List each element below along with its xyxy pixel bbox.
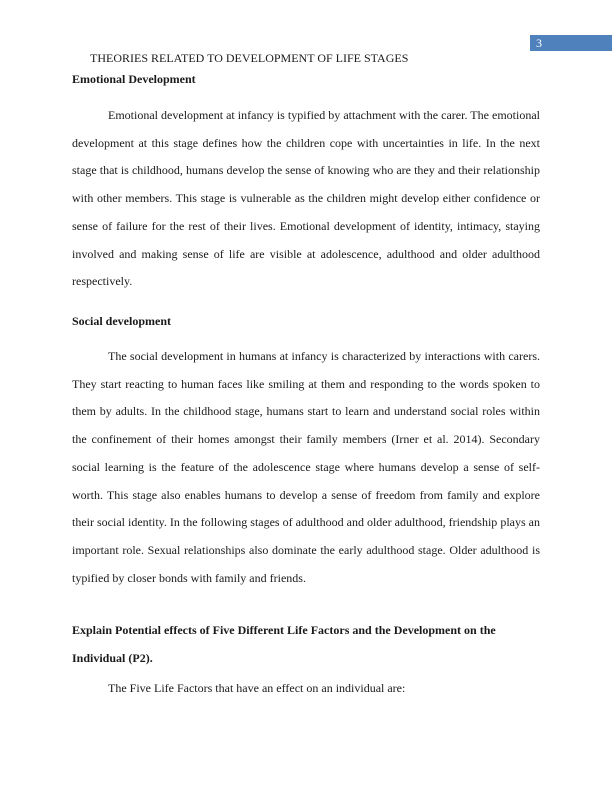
running-head: THEORIES RELATED TO DEVELOPMENT OF LIFE STAGES bbox=[90, 51, 409, 65]
social-development-paragraph: The social development in humans at infancy is characterized by interactions with carers. They start reacting to human faces like smiling at them and responding to the words spoken to them by adults. In the childhood stage, humans start to learn and understand social roles within the confinement of their homes amongst their family members (Irner et al. 2014). Secondary social learning is the feature of the adolescence stage where humans develop a sense of self-worth. This stage also enables humans to develop a sense of freedom from family and explore their social identity. In the following stages of adulthood and older adulthood, friendship plays an important role. Sexual relationships also dominate the early adulthood stage. Older adulthood is typified by closer bonds with family and friends. bbox=[72, 349, 540, 585]
emotional-development-heading: Emotional Development bbox=[72, 72, 196, 86]
social-development-heading: Social development bbox=[72, 314, 171, 328]
life-factors-intro: The Five Life Factors that have an effect on an individual are: bbox=[108, 681, 406, 695]
life-factors-heading: Explain Potential effects of Five Different Life Factors and the Development on the Individual (P2). bbox=[72, 623, 496, 665]
page-number: 3 bbox=[536, 36, 542, 50]
emotional-development-paragraph: Emotional development at infancy is typified by attachment with the carer. The emotional development at this stage defines how the children cope with uncertainties in life. In the next stage that is childhood, humans develop the sense of knowing who are they and their relationship with other members. This stage is vulnerable as the children might develop either confidence or sense of failure for the rest of their lives. Emotional development of identity, intimacy, staying involved and making sense of life are visible at adolescence, adulthood and older adulthood respectively. bbox=[72, 108, 540, 289]
page-number-bar bbox=[530, 35, 612, 51]
